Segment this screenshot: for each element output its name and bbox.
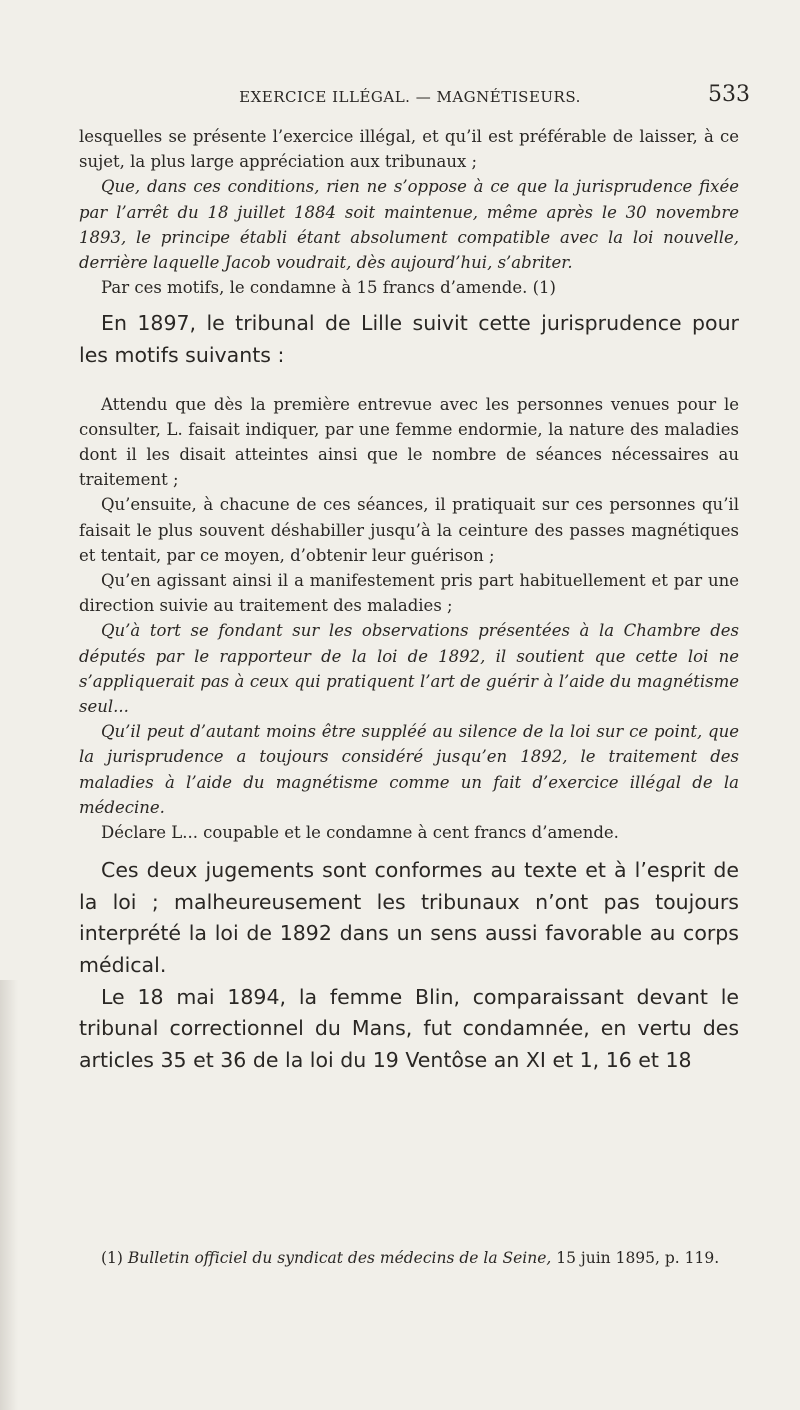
page-number: 533 xyxy=(708,82,750,107)
paragraph-agissant: Qu’en agissant ainsi il a manifestement pris part habituellement et par une direction suivie au traitement des maladies ; xyxy=(79,571,739,616)
paragraph-continuation: lesquelles se présente l’exercice illégal, et qu’il est préférable de laisser, à ce sujet, la plus large appréciation aux tribunaux ; xyxy=(79,127,739,172)
footnote-source: Bulletin officiel du syndicat des médecins de la Seine, xyxy=(127,1249,552,1267)
paragraph-quoted-reasoning: Que, dans ces conditions, rien ne s’oppose à ce que la jurisprudence fixée par l’arrêt du 18 juillet 1884 soit maintenue, même après le 30 novembre 1893, le principe établi étant absolument compatible avec la loi nouvelle, derrière laquelle Jacob voudrait, dès aujourd’hui, s’abriter. xyxy=(79,177,739,273)
footnote-marker: (1) xyxy=(101,1249,123,1267)
paragraph-femme-blin: Le 18 mai 1894, la femme Blin, comparaissant devant le tribunal correctionnel du Mans, fut condamnée, en vertu des articles 35 et 36 de la loi du 19 Ventôse an XI et 1, 16 et 18 xyxy=(79,984,739,1072)
paragraph-deux-jugements: Ces deux jugements sont conformes au texte et à l’esprit de la loi ; malheureusement les tribunaux n’ont pas toujours interprété la loi de 1892 dans un sens aussi favorable au corps médical. xyxy=(79,858,739,978)
running-head xyxy=(80,82,750,112)
body-text xyxy=(79,124,739,1076)
paragraph-attendu: Attendu que dès la première entrevue avec les personnes venues pour le consulter, L. faisait indiquer, par une femme endormie, la nature des maladies dont il les disait atteintes ainsi que le nombre de séances nécessaires au traitement ; xyxy=(79,394,739,490)
footnote-details: 15 juin 1895, p. 119. xyxy=(556,1249,720,1267)
paragraph-seances: Qu’ensuite, à chacune de ces séances, il pratiquait sur ces personnes qu’il faisait le plus souvent déshabiller jusqu’à la ceinture des passes magnétiques et tentait, par ce moyen, d’obtenir leur guérison ; xyxy=(79,495,739,565)
paragraph-declare: Déclare L... coupable et le condamne à cent francs d’amende. xyxy=(101,823,619,843)
page-edge-shadow xyxy=(0,980,18,1410)
footnote xyxy=(79,1247,739,1269)
paragraph-silence-loi: Qu’il peut d’autant moins être suppléé au silence de la loi sur ce point, que la jurisprudence a toujours considéré jusqu’en 1892, le traitement des maladies à l’aide du magnétisme comme un fait d’exercice illégal de la médecine. xyxy=(79,722,739,817)
paragraph-chambre-deputes: Qu’à tort se fondant sur les observations présentées à la Chambre des députés par le rapporteur de la loi de 1892, il soutient que cette loi ne s’appliquerait pas à ceux qui pratiquent l’art de guérir à l’aide du magnétisme seul... xyxy=(79,621,739,717)
running-title: EXERCICE ILLÉGAL. — MAGNÉTISEURS. xyxy=(239,88,581,106)
paragraph-verdict: Par ces motifs, le condamne à 15 francs d’amende. (1) xyxy=(101,278,556,298)
paragraph-lille-intro: En 1897, le tribunal de Lille suivit cette jurisprudence pour les motifs suivants : xyxy=(79,311,739,368)
